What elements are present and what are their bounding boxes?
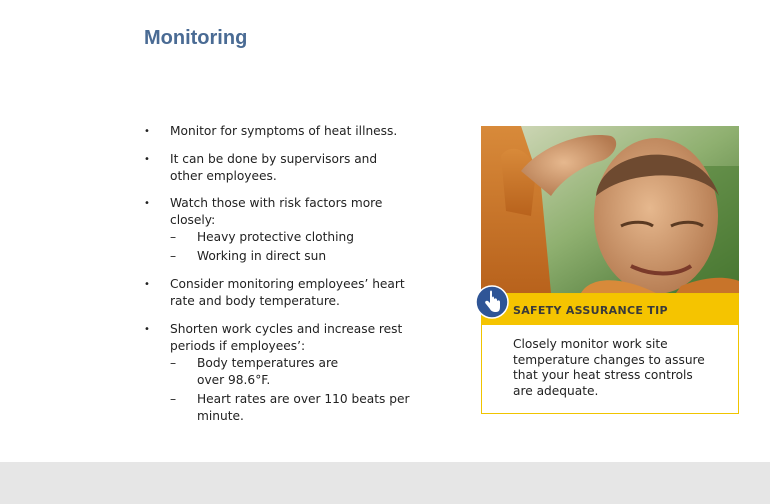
safety-tip-box bbox=[481, 293, 739, 414]
safety-tip-body: Closely monitor work site temperature changes to assure that your heat stress controls are adequate. bbox=[513, 337, 705, 398]
sub-bullet bbox=[170, 355, 410, 389]
sub-bullet-dash: – bbox=[170, 356, 177, 370]
bullet-text: Watch those with risk factors more closely: bbox=[170, 196, 383, 227]
bullet-text: Consider monitoring employees’ heart rate and body temperature. bbox=[170, 277, 405, 308]
bullet-dot: • bbox=[144, 126, 150, 137]
bullet-text: Shorten work cycles and increase rest periods if employees’: bbox=[170, 322, 403, 353]
sub-bullet bbox=[170, 391, 410, 425]
bullet-dot: • bbox=[144, 154, 150, 165]
bullet-dot: • bbox=[144, 279, 150, 290]
bullet-text: It can be done by supervisors and other employees. bbox=[170, 152, 378, 183]
bullet-dot: • bbox=[144, 324, 150, 335]
slide-title: Monitoring bbox=[144, 27, 248, 49]
bullet-dot: • bbox=[144, 198, 150, 209]
man-shading-eyes-photo bbox=[481, 126, 739, 293]
sub-bullet-dash: – bbox=[170, 392, 177, 406]
sub-bullet-text: Heavy protective clothing bbox=[197, 230, 354, 244]
sub-bullet bbox=[170, 248, 410, 265]
bullet-text: Monitor for symptoms of heat illness. bbox=[170, 124, 398, 138]
sub-bullet-text: Body temperatures are over 98.6°F. bbox=[197, 356, 339, 387]
sub-bullet bbox=[170, 229, 410, 246]
safety-tip-title: SAFETY ASSURANCE TIP bbox=[513, 304, 668, 317]
pointing-hand-icon bbox=[475, 285, 509, 319]
footer-bar bbox=[0, 462, 770, 504]
sub-bullet-dash: – bbox=[170, 249, 177, 263]
sub-bullet-text: Working in direct sun bbox=[197, 249, 327, 263]
sub-bullet-dash: – bbox=[170, 230, 177, 244]
sub-bullet-text: Heart rates are over 110 beats per minute. bbox=[197, 392, 410, 423]
